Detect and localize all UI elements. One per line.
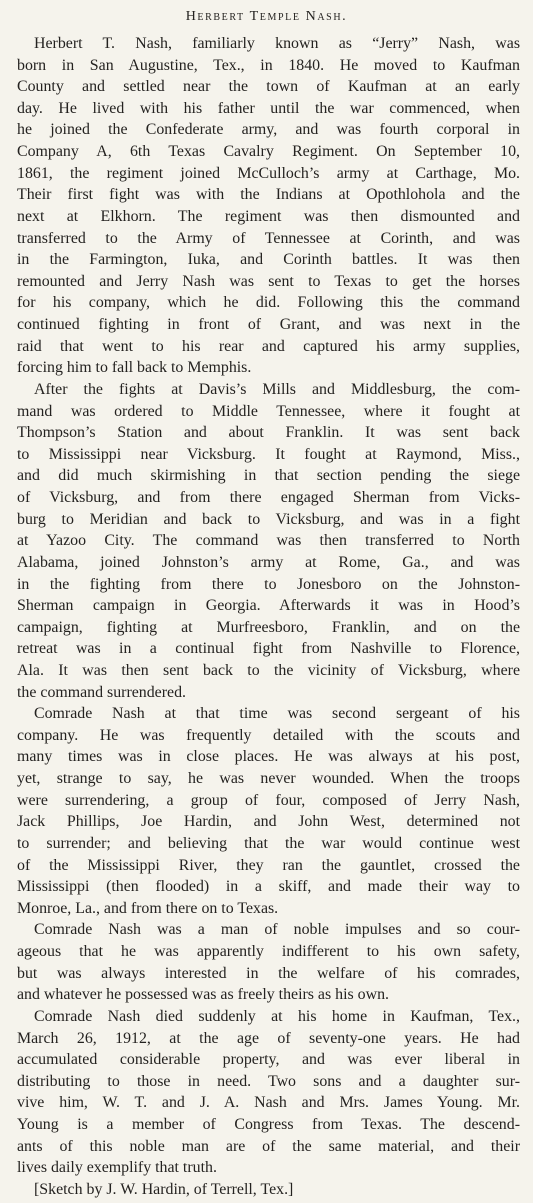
text-line: were surrendering, a group of four, composed of Jerry Nash,	[17, 791, 520, 809]
text-line: at Yazoo City. The command was then transferred to North	[17, 532, 520, 550]
text-line: to Mississippi near Vicksburg. It fought at Raymond, Miss.,	[17, 445, 520, 463]
text-line: he joined the Confederate army, and was fourth corporal in	[17, 121, 520, 139]
text-line: retreat was in a continual fight from Nashville to Florence,	[17, 640, 520, 658]
text-line: Thompson’s Station and about Franklin. It was sent back	[17, 424, 520, 442]
text-line: lives daily exemplify that truth.	[17, 1159, 217, 1177]
article-title: Herbert Temple Nash.	[185, 9, 348, 24]
text-line: Company A, 6th Texas Cavalry Regiment. On September 10,	[17, 143, 520, 161]
text-line: continued fighting in front of Grant, and was next in the	[17, 316, 520, 334]
text-line: the command surrendered.	[17, 683, 186, 701]
text-line: remounted and Jerry Nash was sent to Texas to get the horses	[17, 272, 520, 290]
text-line: Their first fight was with the Indians at Opothlohola and the	[17, 186, 520, 204]
text-line: day. He lived with his father until the war commenced, when	[17, 99, 520, 117]
text-line: 1861, the regiment joined McCulloch’s army at Carthage, Mo.	[17, 164, 520, 182]
text-line: but was always interested in the welfare of his comrades,	[17, 964, 520, 982]
text-line: March 26, 1912, at the age of seventy-one years. He had	[17, 1029, 520, 1047]
text-line: in the fighting from there to Jonesboro on the Johnston-	[17, 575, 520, 593]
text-line: Alabama, joined Johnston’s army at Rome, Ga., and was	[17, 553, 520, 571]
text-line: Young is a member of Congress from Texas. The descend-	[17, 1116, 520, 1133]
text-line: born in San Augustine, Tex., in 1840. He moved to Kaufman	[17, 56, 520, 74]
text-line: Jack Phillips, Joe Hardin, and John West, determined not	[17, 813, 520, 831]
text-line: and whatever he possessed was as freely theirs as his own.	[17, 986, 390, 1004]
text-line: of the Mississippi River, they ran the gauntlet, crossed the	[17, 856, 520, 874]
text-line: transferred to the Army of Tennessee at Corinth, and was	[17, 229, 520, 247]
text-line: Ala. It was then sent back to the vicinity of Vicksburg, where	[17, 661, 520, 679]
text-line: forcing him to fall back to Memphis.	[17, 359, 252, 377]
text-line: of Vicksburg, and from there engaged Sherman from Vicks-	[17, 489, 520, 507]
text-line: Monroe, La., and from there on to Texas.	[17, 899, 279, 917]
text-line: ants of this noble man are of the same material, and their	[17, 1137, 520, 1155]
text-line: [Sketch by J. W. Hardin, of Terrell, Tex.]	[34, 1180, 294, 1198]
text-line: County and settled near the town of Kaufman at an early	[17, 78, 520, 96]
text-line: campaign, fighting at Murfreesboro, Franklin, and on the	[17, 618, 520, 636]
text-line: company. He was frequently detailed with the scouts and	[17, 726, 520, 744]
text-line: ageous that he was apparently indifferent to his own safety,	[17, 943, 520, 961]
text-line: Mississippi (then flooded) in a skiff, and made their way to	[17, 878, 520, 896]
text-line: yet, strange to say, he was never wounded. When the troops	[17, 770, 520, 788]
text-line: many times was in close places. He was always at his post,	[17, 748, 520, 766]
text-line: distributing to those in need. Two sons and a daughter sur-	[17, 1072, 520, 1090]
text-line: Comrade Nash at that time was second sergeant of his	[34, 705, 520, 723]
text-line: Sherman campaign in Georgia. Afterwards it was in Hood’s	[17, 597, 520, 615]
text-line: burg to Meridian and back to Vicksburg, and was in a fight	[17, 510, 520, 528]
text-line: vive him, W. T. and J. A. Nash and Mrs. James Young. Mr.	[17, 1094, 520, 1112]
text-line: Comrade Nash died suddenly at his home in Kaufman, Tex.,	[34, 1007, 520, 1025]
text-line: for his company, which he did. Following this the command	[17, 294, 520, 312]
text-line: and did much skirmishing in that section pending the siege	[17, 467, 520, 485]
text-line: raid that went to his rear and captured his army supplies,	[17, 337, 520, 355]
text-line: After the fights at Davis’s Mills and Middlesburg, the com-	[34, 380, 520, 398]
text-line: in the Farmington, Iuka, and Corinth battles. It was then	[17, 251, 520, 269]
text-line: mand was ordered to Middle Tennessee, where it fought at	[17, 402, 520, 420]
text-line: Comrade Nash was a man of noble impulses and so cour-	[34, 921, 520, 939]
text-line: accumulated considerable property, and was ever liberal in	[17, 1051, 520, 1069]
text-line: next at Elkhorn. The regiment was then dismounted and	[17, 207, 520, 225]
text-line: to surrender; and believing that the war would continue west	[17, 834, 520, 852]
text-line: Herbert T. Nash, familiarly known as “Jerry” Nash, was	[34, 35, 520, 52]
